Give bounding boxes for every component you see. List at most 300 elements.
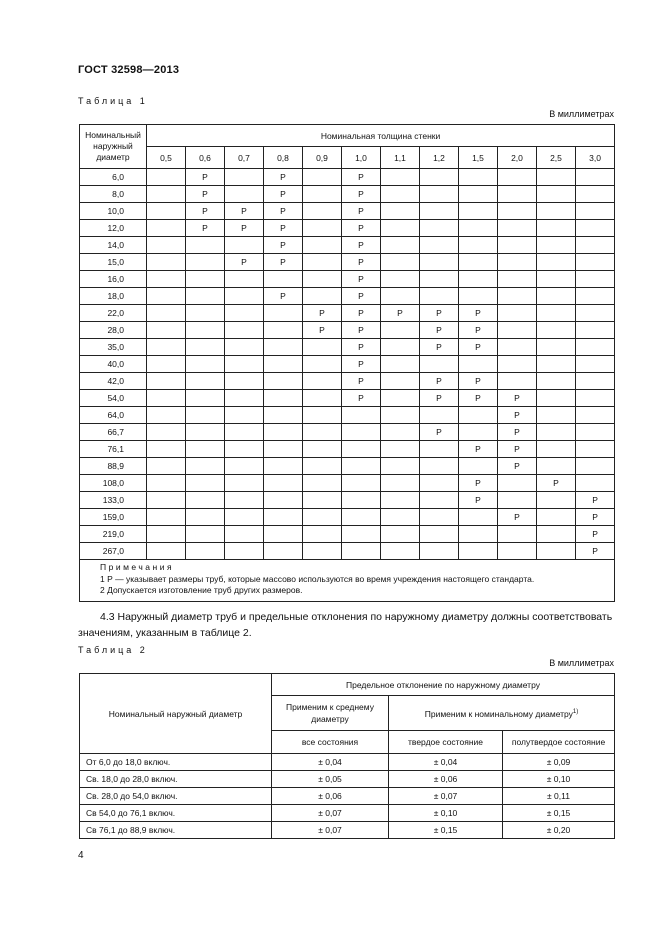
availability-cell [303, 492, 342, 509]
availability-cell [420, 407, 459, 424]
availability-cell [381, 526, 420, 543]
document-code: ГОСТ 32598—2013 [78, 64, 180, 76]
table1-row [80, 390, 615, 407]
availability-cell [576, 322, 615, 339]
availability-cell: P [342, 305, 381, 322]
availability-cell [186, 356, 225, 373]
range-cell: От 6,0 до 18,0 включ. [80, 754, 272, 771]
availability-cell: P [459, 441, 498, 458]
availability-cell [537, 373, 576, 390]
diameter-cell: 28,0 [80, 322, 147, 339]
all-states-cell: ± 0,06 [272, 788, 389, 805]
table1-row [80, 526, 615, 543]
availability-cell [576, 424, 615, 441]
availability-cell [342, 543, 381, 560]
availability-cell [459, 509, 498, 526]
availability-cell [381, 373, 420, 390]
availability-cell: P [498, 390, 537, 407]
availability-cell [381, 458, 420, 475]
t2-nominal-header [389, 696, 615, 731]
availability-cell [576, 305, 615, 322]
availability-cell: P [498, 458, 537, 475]
availability-cell: P [459, 492, 498, 509]
table2-caption: Таблица 2 [78, 645, 148, 655]
availability-cell [381, 237, 420, 254]
availability-cell [576, 441, 615, 458]
diameter-cell: 108,0 [80, 475, 147, 492]
t2-deviation-header: Предельное отклонение по наружному диаметру [272, 674, 615, 696]
table1-row [80, 169, 615, 186]
availability-cell [342, 458, 381, 475]
availability-cell [147, 390, 186, 407]
availability-cell [420, 203, 459, 220]
availability-cell [459, 203, 498, 220]
availability-cell: P [186, 203, 225, 220]
availability-cell [225, 543, 264, 560]
availability-cell [303, 254, 342, 271]
availability-cell [303, 390, 342, 407]
availability-cell [537, 526, 576, 543]
availability-cell: P [303, 322, 342, 339]
availability-cell: P [420, 390, 459, 407]
availability-cell [381, 407, 420, 424]
availability-cell [537, 424, 576, 441]
availability-cell [147, 543, 186, 560]
availability-cell [537, 492, 576, 509]
diameter-cell: 18,0 [80, 288, 147, 305]
availability-cell [420, 220, 459, 237]
availability-cell [381, 186, 420, 203]
availability-cell [147, 526, 186, 543]
thickness-col-header: 2,0 [498, 147, 537, 169]
availability-cell [576, 407, 615, 424]
availability-cell [264, 543, 303, 560]
range-cell: Св. 18,0 до 28,0 включ. [80, 771, 272, 788]
availability-cell [459, 271, 498, 288]
availability-cell [303, 526, 342, 543]
availability-cell [147, 424, 186, 441]
availability-cell [264, 424, 303, 441]
availability-cell [225, 356, 264, 373]
availability-cell: P [420, 322, 459, 339]
availability-cell [147, 509, 186, 526]
availability-cell [420, 441, 459, 458]
thickness-columns-row [80, 147, 615, 169]
thickness-col-header: 1,0 [342, 147, 381, 169]
thickness-col-header: 2,5 [537, 147, 576, 169]
availability-cell [303, 407, 342, 424]
availability-cell [576, 390, 615, 407]
availability-cell [459, 186, 498, 203]
availability-cell [576, 288, 615, 305]
availability-cell [264, 458, 303, 475]
availability-cell [576, 373, 615, 390]
availability-cell: P [264, 220, 303, 237]
availability-cell [303, 356, 342, 373]
availability-cell [147, 356, 186, 373]
availability-cell: P [498, 424, 537, 441]
availability-cell [576, 356, 615, 373]
availability-cell [576, 458, 615, 475]
semihard-state-cell: ± 0,09 [503, 754, 615, 771]
availability-cell [420, 526, 459, 543]
availability-cell [498, 237, 537, 254]
availability-cell: P [537, 475, 576, 492]
availability-cell [381, 424, 420, 441]
table1-row [80, 407, 615, 424]
availability-cell [303, 169, 342, 186]
diameter-cell: 14,0 [80, 237, 147, 254]
availability-cell [303, 458, 342, 475]
availability-cell: P [264, 186, 303, 203]
availability-cell [576, 186, 615, 203]
availability-cell [459, 288, 498, 305]
availability-cell [381, 339, 420, 356]
diameter-cell: 16,0 [80, 271, 147, 288]
table2-row [80, 822, 615, 839]
availability-cell [537, 322, 576, 339]
availability-cell [303, 509, 342, 526]
availability-cell [459, 220, 498, 237]
availability-cell: P [186, 220, 225, 237]
availability-cell [264, 441, 303, 458]
availability-cell [264, 356, 303, 373]
availability-cell [537, 543, 576, 560]
availability-cell [303, 288, 342, 305]
availability-cell [459, 526, 498, 543]
availability-cell [537, 390, 576, 407]
diameter-cell: 88,9 [80, 458, 147, 475]
availability-cell [498, 373, 537, 390]
availability-cell [381, 288, 420, 305]
table1-units: В миллиметрах [549, 109, 614, 119]
availability-cell [303, 339, 342, 356]
table1-row [80, 373, 615, 390]
availability-cell [186, 441, 225, 458]
availability-cell [381, 475, 420, 492]
table2-row [80, 771, 615, 788]
hard-state-cell: ± 0,06 [389, 771, 503, 788]
availability-cell [303, 441, 342, 458]
thickness-col-header: 0,6 [186, 147, 225, 169]
availability-cell: P [225, 220, 264, 237]
all-states-cell: ± 0,07 [272, 822, 389, 839]
availability-cell [342, 424, 381, 441]
range-cell: Св 76,1 до 88,9 включ. [80, 822, 272, 839]
table2 [79, 673, 615, 839]
availability-cell [459, 543, 498, 560]
note-1: 1 Р — указывает размеры труб, которые массово используются во время учреждения настоящего стандарта. [100, 573, 535, 584]
availability-cell [459, 254, 498, 271]
availability-cell [381, 220, 420, 237]
availability-cell [420, 458, 459, 475]
availability-cell [459, 424, 498, 441]
availability-cell [147, 288, 186, 305]
availability-cell [225, 475, 264, 492]
availability-cell [147, 458, 186, 475]
availability-cell [537, 509, 576, 526]
availability-cell [420, 288, 459, 305]
availability-cell: P [342, 339, 381, 356]
availability-cell [147, 373, 186, 390]
diameter-header: Номинальный наружный диаметр [80, 125, 147, 169]
availability-cell [537, 203, 576, 220]
table1-row [80, 288, 615, 305]
availability-cell [225, 509, 264, 526]
diameter-cell: 219,0 [80, 526, 147, 543]
availability-cell [420, 271, 459, 288]
diameter-cell: 64,0 [80, 407, 147, 424]
page-number: 4 [78, 850, 84, 861]
availability-cell [537, 441, 576, 458]
availability-cell [264, 305, 303, 322]
availability-cell: P [420, 424, 459, 441]
availability-cell [498, 271, 537, 288]
availability-cell [381, 390, 420, 407]
table1-caption: Таблица 1 [78, 96, 148, 106]
availability-cell [147, 186, 186, 203]
availability-cell [498, 220, 537, 237]
availability-cell [498, 254, 537, 271]
table1-row [80, 203, 615, 220]
availability-cell [225, 322, 264, 339]
semihard-state-cell: ± 0,20 [503, 822, 615, 839]
availability-cell [264, 526, 303, 543]
diameter-cell: 42,0 [80, 373, 147, 390]
notes-title: Примечания [100, 562, 175, 572]
availability-cell [303, 543, 342, 560]
diameter-cell: 15,0 [80, 254, 147, 271]
t2-diameter-header: Номинальный наружный диаметр [80, 674, 272, 754]
availability-cell [342, 475, 381, 492]
availability-cell [498, 492, 537, 509]
availability-cell: P [459, 339, 498, 356]
availability-cell [186, 509, 225, 526]
availability-cell [537, 407, 576, 424]
availability-cell [459, 458, 498, 475]
availability-cell [381, 492, 420, 509]
hard-state-cell: ± 0,07 [389, 788, 503, 805]
availability-cell [537, 305, 576, 322]
availability-cell [381, 169, 420, 186]
availability-cell: P [264, 288, 303, 305]
table1-row [80, 271, 615, 288]
availability-cell [537, 339, 576, 356]
availability-cell [225, 390, 264, 407]
availability-cell: P [576, 492, 615, 509]
availability-cell [381, 543, 420, 560]
availability-cell [264, 390, 303, 407]
table2-units: В миллиметрах [549, 658, 614, 668]
availability-cell [186, 271, 225, 288]
availability-cell: P [186, 169, 225, 186]
range-cell: Св 54,0 до 76,1 включ. [80, 805, 272, 822]
availability-cell [342, 407, 381, 424]
availability-cell: P [342, 288, 381, 305]
availability-cell [537, 169, 576, 186]
table1 [79, 124, 615, 602]
availability-cell: P [576, 543, 615, 560]
diameter-cell: 76,1 [80, 441, 147, 458]
thickness-col-header: 1,5 [459, 147, 498, 169]
availability-cell [147, 169, 186, 186]
availability-cell [264, 322, 303, 339]
table1-row [80, 543, 615, 560]
availability-cell [264, 475, 303, 492]
availability-cell: P [264, 237, 303, 254]
availability-cell [147, 237, 186, 254]
hard-state-cell: ± 0,15 [389, 822, 503, 839]
availability-cell [342, 526, 381, 543]
availability-cell: P [459, 475, 498, 492]
availability-cell [225, 271, 264, 288]
table2-row [80, 788, 615, 805]
table2-row [80, 805, 615, 822]
availability-cell [303, 373, 342, 390]
availability-cell [186, 475, 225, 492]
availability-cell [264, 373, 303, 390]
availability-cell [576, 220, 615, 237]
diameter-cell: 133,0 [80, 492, 147, 509]
availability-cell [420, 169, 459, 186]
availability-cell [576, 339, 615, 356]
availability-cell [498, 526, 537, 543]
availability-cell [576, 475, 615, 492]
availability-cell: P [459, 390, 498, 407]
availability-cell [225, 458, 264, 475]
availability-cell [498, 339, 537, 356]
availability-cell [264, 339, 303, 356]
availability-cell [186, 526, 225, 543]
availability-cell [498, 305, 537, 322]
availability-cell [147, 407, 186, 424]
table1-row [80, 339, 615, 356]
thickness-col-header: 0,8 [264, 147, 303, 169]
diameter-cell: 8,0 [80, 186, 147, 203]
availability-cell [225, 237, 264, 254]
availability-cell [537, 254, 576, 271]
availability-cell [225, 492, 264, 509]
availability-cell [381, 254, 420, 271]
diameter-cell: 66,7 [80, 424, 147, 441]
table1-row [80, 458, 615, 475]
table1-row [80, 492, 615, 509]
availability-cell [303, 220, 342, 237]
availability-cell [186, 254, 225, 271]
availability-cell: P [342, 203, 381, 220]
diameter-cell: 22,0 [80, 305, 147, 322]
availability-cell [342, 441, 381, 458]
availability-cell: P [342, 220, 381, 237]
availability-cell [225, 373, 264, 390]
availability-cell [498, 356, 537, 373]
range-cell: Св. 28,0 до 54,0 включ. [80, 788, 272, 805]
availability-cell: P [186, 186, 225, 203]
paragraph-4-3: 4.3 Наружный диаметр труб и предельные отклонения по наружному диаметру должны соответствовать значениям, указанным в таблице 2. [78, 611, 613, 639]
availability-cell [420, 186, 459, 203]
diameter-cell: 54,0 [80, 390, 147, 407]
availability-cell [381, 441, 420, 458]
availability-cell [147, 271, 186, 288]
availability-cell [225, 407, 264, 424]
availability-cell [537, 186, 576, 203]
availability-cell [459, 356, 498, 373]
availability-cell [225, 169, 264, 186]
thickness-col-header: 1,2 [420, 147, 459, 169]
diameter-cell: 6,0 [80, 169, 147, 186]
t2-all-header: все состояния [272, 731, 389, 754]
availability-cell: P [459, 322, 498, 339]
diameter-cell: 10,0 [80, 203, 147, 220]
availability-cell: P [225, 254, 264, 271]
availability-cell [381, 271, 420, 288]
availability-cell [303, 186, 342, 203]
availability-cell [186, 407, 225, 424]
availability-cell [459, 169, 498, 186]
availability-cell [186, 458, 225, 475]
diameter-cell: 267,0 [80, 543, 147, 560]
availability-cell [186, 237, 225, 254]
availability-cell [225, 339, 264, 356]
table2-body [80, 754, 615, 839]
diameter-cell: 40,0 [80, 356, 147, 373]
availability-cell: P [225, 203, 264, 220]
availability-cell [303, 475, 342, 492]
availability-cell: P [342, 186, 381, 203]
hard-state-cell: ± 0,04 [389, 754, 503, 771]
availability-cell: P [342, 271, 381, 288]
table1-row [80, 509, 615, 526]
availability-cell [576, 271, 615, 288]
availability-cell [498, 288, 537, 305]
availability-cell: P [420, 373, 459, 390]
availability-cell [186, 339, 225, 356]
availability-cell [186, 424, 225, 441]
note-2: 2 Допускается изготовление труб других размеров. [100, 585, 303, 595]
availability-cell: P [342, 322, 381, 339]
availability-cell [576, 169, 615, 186]
t2-nominal-header-text: Применим к номинальному диаметру [424, 708, 573, 719]
availability-cell [537, 458, 576, 475]
availability-cell: P [576, 509, 615, 526]
availability-cell: P [420, 339, 459, 356]
availability-cell: P [342, 254, 381, 271]
all-states-cell: ± 0,05 [272, 771, 389, 788]
availability-cell [576, 254, 615, 271]
all-states-cell: ± 0,04 [272, 754, 389, 771]
table1-row [80, 237, 615, 254]
availability-cell [537, 356, 576, 373]
availability-cell: P [342, 169, 381, 186]
availability-cell: P [498, 441, 537, 458]
availability-cell [186, 543, 225, 560]
thickness-col-header: 0,5 [147, 147, 186, 169]
availability-cell [147, 475, 186, 492]
table1-row [80, 356, 615, 373]
availability-cell: P [498, 407, 537, 424]
availability-cell [342, 509, 381, 526]
availability-cell: P [264, 203, 303, 220]
availability-cell [576, 203, 615, 220]
thickness-col-header: 1,1 [381, 147, 420, 169]
availability-cell [186, 322, 225, 339]
availability-cell: P [342, 356, 381, 373]
availability-cell [264, 492, 303, 509]
availability-cell [147, 305, 186, 322]
table1-body [80, 169, 615, 560]
availability-cell [303, 203, 342, 220]
availability-cell [498, 475, 537, 492]
